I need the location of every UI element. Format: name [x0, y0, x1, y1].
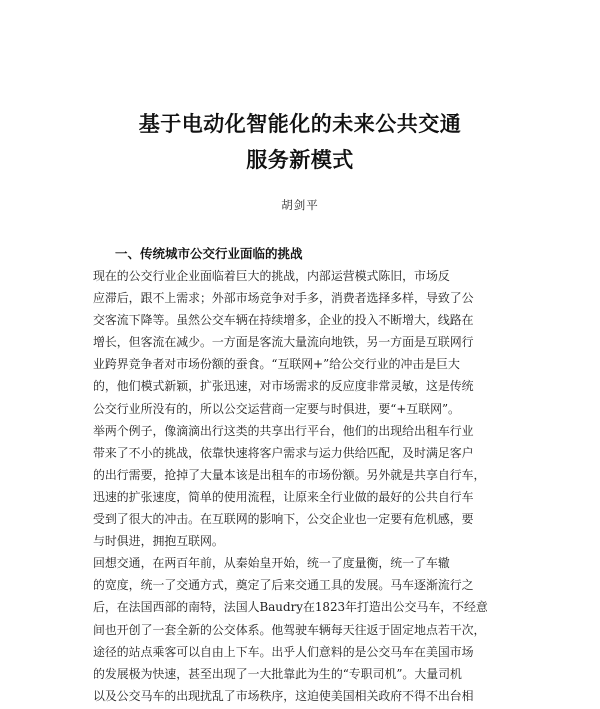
text-line: 业跨界竞争者对市场份额的蚕食。“互联网+”给公交行业的冲击是巨大 — [93, 357, 460, 372]
document-title: 基于电动化智能化的未来公共交通 — [138, 112, 462, 136]
text-line: 应滞后，跟不上需求；外部市场竞争对手多，消费者选择多样，导致了公 — [93, 291, 474, 306]
text-line: 交客流下降等。虽然公交车辆在持续增多，企业的投入不断增大，线路在 — [93, 313, 474, 328]
text-line: 的发展极为快速，甚至出现了一大批靠此为生的“专职司机”。大量司机 — [93, 666, 462, 681]
text-line: 公交行业所没有的，所以公交运营商一定要与时俱进，要“+互联网”。 — [93, 401, 460, 416]
text-line: 带来了不小的挑战，依靠快速将客户需求与运力供给匹配，及时满足客户 — [93, 445, 474, 460]
text-line: 与时俱进，拥抱互联网。 — [93, 534, 224, 549]
text-line: 的，他们模式新颖，扩张迅速，对市场需求的反应度非常灵敏，这是传统 — [93, 379, 474, 394]
text-line: 受到了很大的冲击。在互联网的影响下，公交企业也一定要有危机感，要 — [93, 512, 474, 527]
text-line: 途径的站点乘客可以自由上下车。出乎人们意料的是公交马车在美国市场 — [93, 644, 474, 659]
document-title-line2: 服务新模式 — [246, 148, 354, 172]
body-text — [93, 265, 510, 707]
text-line: 迅速的扩张速度，简单的使用流程，让原来全行业做的最好的公共自行车 — [93, 489, 474, 504]
author-name: 胡剑平 — [281, 198, 319, 212]
text-line: 以及公交马车的出现扰乱了市场秩序，这迫使美国相关政府不得不出台相 — [93, 688, 474, 703]
text-line: 的出行需要，抢掉了大量本该是出租车的市场份额。另外就是共享自行车， — [93, 467, 486, 482]
text-line: 间也开创了一套全新的公交体系。他驾驶车辆每天往返于固定地点若干次， — [93, 622, 486, 637]
text-line: 现在的公交行业企业面临着巨大的挑战，内部运营模式陈旧，市场反 — [93, 269, 450, 283]
text-line: 的宽度，统一了交通方式，奠定了后来交通工具的发展。马车逐渐流行之 — [93, 578, 474, 593]
text-line: 举两个例子，像滴滴出行这类的共享出行平台，他们的出现给出租车行业 — [93, 423, 474, 438]
section-heading: 一、传统城市公交行业面临的挑战 — [115, 246, 303, 261]
text-line: 回想交通，在两百年前，从秦始皇开始，统一了度量衡，统一了车辙 — [93, 556, 450, 571]
text-line: 后，在法国西部的南特，法国人Baudry在1823年打造出公交马车，不经意 — [93, 600, 488, 615]
text-line: 增长，但客流在减少。一方面是客流大量流向地铁，另一方面是互联网行 — [93, 335, 474, 350]
